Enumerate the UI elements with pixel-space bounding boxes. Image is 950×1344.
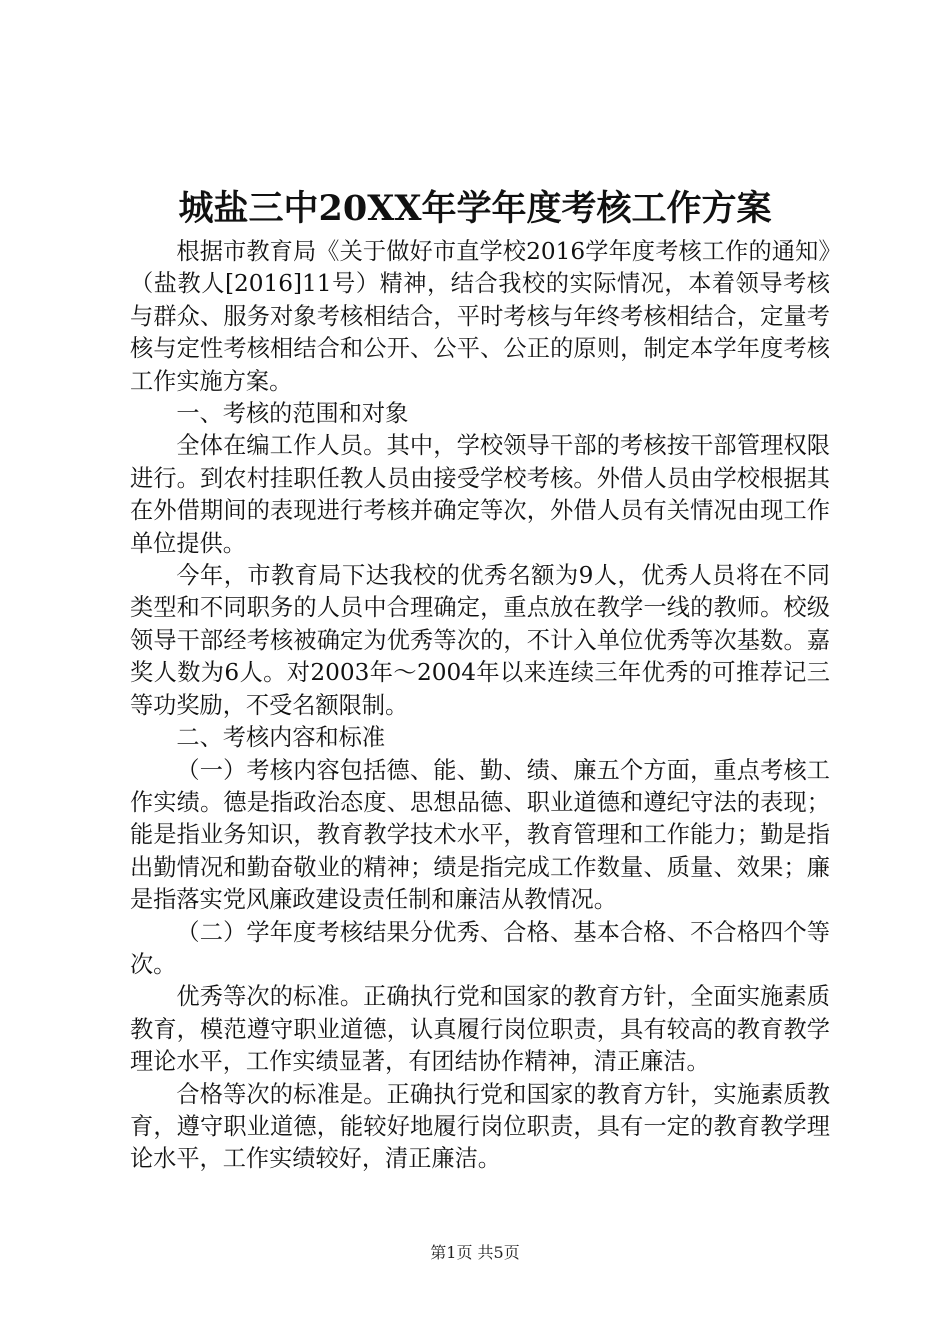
content-paragraph: （一）考核内容包括德、能、勤、绩、廉五个方面，重点考核工作实绩。德是指政治态度、思想品德、职业道德和遵纪守法的表现；能是指业务知识，教育教学技术水平，教育管理和工作能力；勤是指出勤情况和勤奋敬业的精神；绩是指完成工作数量、质量、效果；廉是指落实党风廉政建设责任制和廉洁从教情况。 xyxy=(130,756,830,914)
page-number-footer: 第1页 共5页 xyxy=(430,1243,520,1262)
document-body xyxy=(130,236,830,1176)
scope-paragraph: 全体在编工作人员。其中，学校领导干部的考核按干部管理权限进行。到农村挂职任教人员由接受学校考核。外借人员由学校根据其在外借期间的表现进行考核并确定等次，外借人员有关情况由现工作单位提供。 xyxy=(130,432,830,557)
section-heading-content: 二、考核内容和标准 xyxy=(176,724,386,752)
section-heading-scope: 一、考核的范围和对象 xyxy=(176,400,409,428)
quota-paragraph: 今年，市教育局下达我校的优秀名额为9人，优秀人员将在不同类型和不同职务的人员中合理确定，重点放在教学一线的教师。校级领导干部经考核被确定为优秀等次的，不计入单位优秀等次基数。嘉奖人数为6人。对2003年～2004年以来连续三年优秀的可推荐记三等功奖励，不受名额限制。 xyxy=(130,562,830,719)
grades-paragraph: （二）学年度考核结果分优秀、合格、基本合格、不合格四个等次。 xyxy=(130,918,830,978)
qualified-standard-paragraph: 合格等次的标准是。正确执行党和国家的教育方针，实施素质教育，遵守职业道德，能较好地履行岗位职责，具有一定的教育教学理论水平，工作实绩较好，清正廉洁。 xyxy=(130,1080,830,1173)
intro-paragraph: 根据市教育局《关于做好市直学校2016学年度考核工作的通知》（盐教人[2016]11号）精神，结合我校的实际情况，本着领导考核与群众、服务对象考核相结合，平时考核与年终考核相结合，定量考核与定性考核相结合和公开、公平、公正的原则，制定本学年度考核工作实施方案。 xyxy=(130,238,830,395)
excellent-standard-paragraph: 优秀等次的标准。正确执行党和国家的教育方针，全面实施素质教育，模范遵守职业道德，认真履行岗位职责，具有较高的教育教学理论水平，工作实绩显著，有团结协作精神，清正廉洁。 xyxy=(130,983,830,1076)
document-title: 城盐三中20XX年学年度考核工作方案 xyxy=(178,188,772,229)
